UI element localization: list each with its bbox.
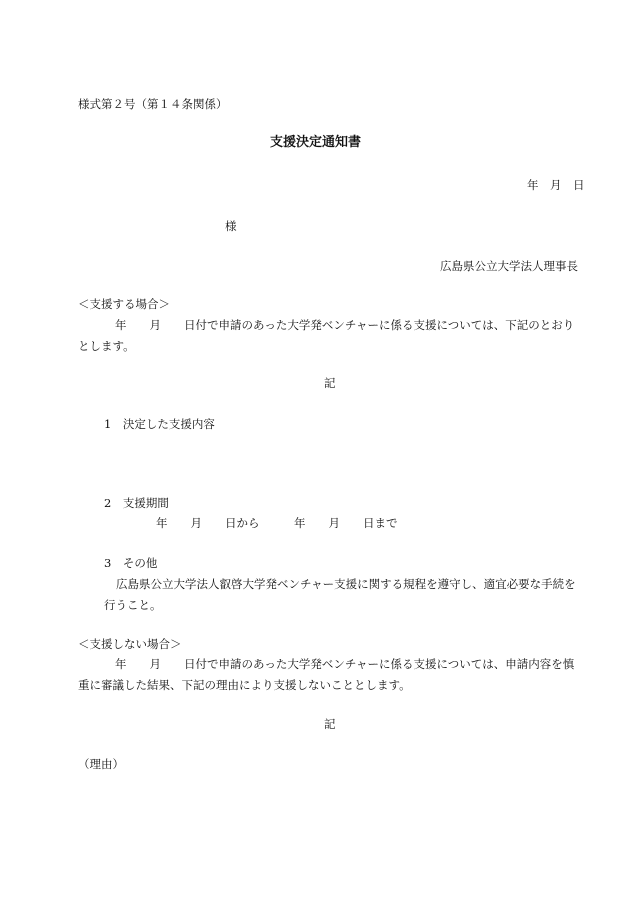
approve-ki: 記 <box>324 376 336 390</box>
item2 <box>104 496 169 510</box>
reject-heading: ＜支援しない場合＞ <box>78 637 182 651</box>
item1-number: 1 <box>104 417 112 431</box>
approve-paragraph-line2: とします。 <box>78 339 135 353</box>
item3-line1: 広島県公立大学法人叡啓大学発ベンチャー支援に関する規程を遵守し、適宜必要な手続を <box>116 577 576 591</box>
approve-paragraph-line1: 年 月 日付で申請のあった大学発ベンチャーに係る支援については、下記のとおり <box>115 318 575 332</box>
item1-label: 決定した支援内容 <box>122 417 215 431</box>
reject-ki: 記 <box>324 717 336 731</box>
reject-paragraph-line2: 重に審議した結果、下記の理由により支援しないこととします。 <box>78 678 411 692</box>
addressee-suffix: 様 <box>225 219 237 233</box>
item2-period: 年 月 日から 年 月 日まで <box>156 516 398 530</box>
item2-label: 支援期間 <box>122 496 169 510</box>
item3-label: その他 <box>122 556 158 570</box>
item3-line2: 行うこと。 <box>104 598 162 612</box>
reason-label: （理由） <box>78 757 124 771</box>
approve-heading: ＜支援する場合＞ <box>78 297 170 311</box>
document-title: 支援決定通知書 <box>270 135 362 150</box>
item3-number: 3 <box>104 556 112 570</box>
item2-number: 2 <box>104 496 112 510</box>
item3 <box>104 556 157 570</box>
issuer: 広島県公立大学法人理事長 <box>440 259 578 273</box>
reject-paragraph-line1: 年 月 日付で申請のあった大学発ベンチャーに係る支援については、申請内容を慎 <box>115 657 575 671</box>
form-label: 様式第２号（第１４条関係） <box>78 97 228 111</box>
date-line: 年 月 日 <box>527 178 585 192</box>
item1 <box>104 417 215 431</box>
